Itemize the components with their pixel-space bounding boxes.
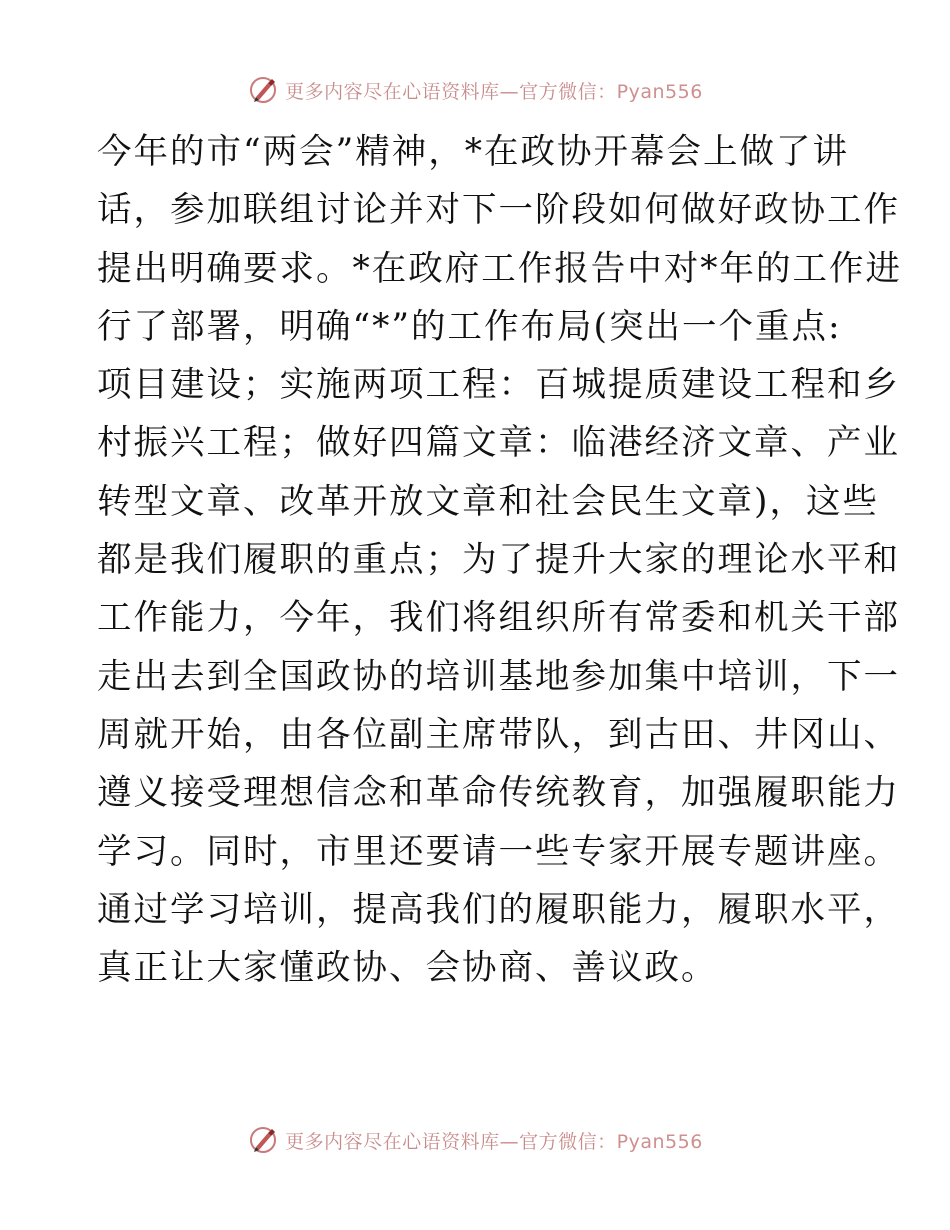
- body-line: 转型文章、改革开放文章和社会民生文章)，这些: [97, 481, 879, 522]
- body-line: 都是我们履职的重点；为了提升大家的理论水平和: [97, 540, 900, 581]
- pen-logo-icon: [247, 74, 279, 106]
- footer-watermark: [0, 1120, 950, 1160]
- body-line: 学习。同时，市里还要请一些专家开展专题讲座。: [97, 831, 900, 872]
- body-line: 走出去到全国政协的培训基地参加集中培训，下一: [97, 656, 900, 697]
- watermark-text: 更多内容尽在心语资料库—官方微信：Pyan556: [285, 80, 703, 103]
- body-line: 村振兴工程；做好四篇文章：临港经济文章、产业: [97, 423, 900, 464]
- header-watermark: [0, 70, 950, 110]
- document-body: [97, 123, 902, 997]
- watermark-text: 更多内容尽在心语资料库—官方微信：Pyan556: [285, 1130, 703, 1153]
- body-line: 今年的市“两会”精神，*在政协开幕会上做了讲: [97, 132, 850, 172]
- body-line: 真正让大家懂政协、会协商、善议政。: [97, 948, 718, 989]
- body-line: 项目建设；实施两项工程：百城提质建设工程和乡: [97, 365, 900, 406]
- body-line: 遵义接受理想信念和革命传统教育，加强履职能力: [97, 773, 900, 814]
- body-line: 行了部署，明确“*”的工作布局(突出一个重点:: [97, 306, 842, 347]
- body-line: 通过学习培训，提高我们的履职能力，履职水平，: [97, 889, 900, 930]
- body-line: 话，参加联组讨论并对下一阶段如何做好政协工作: [97, 190, 900, 231]
- body-line: 提出明确要求。*在政府工作报告中对*年的工作进: [97, 248, 902, 289]
- body-line: 工作能力，今年，我们将组织所有常委和机关干部: [97, 598, 900, 639]
- pen-logo-icon: [247, 1124, 279, 1156]
- body-line: 周就开始，由各位副主席带队，到古田、井冈山、: [97, 714, 900, 755]
